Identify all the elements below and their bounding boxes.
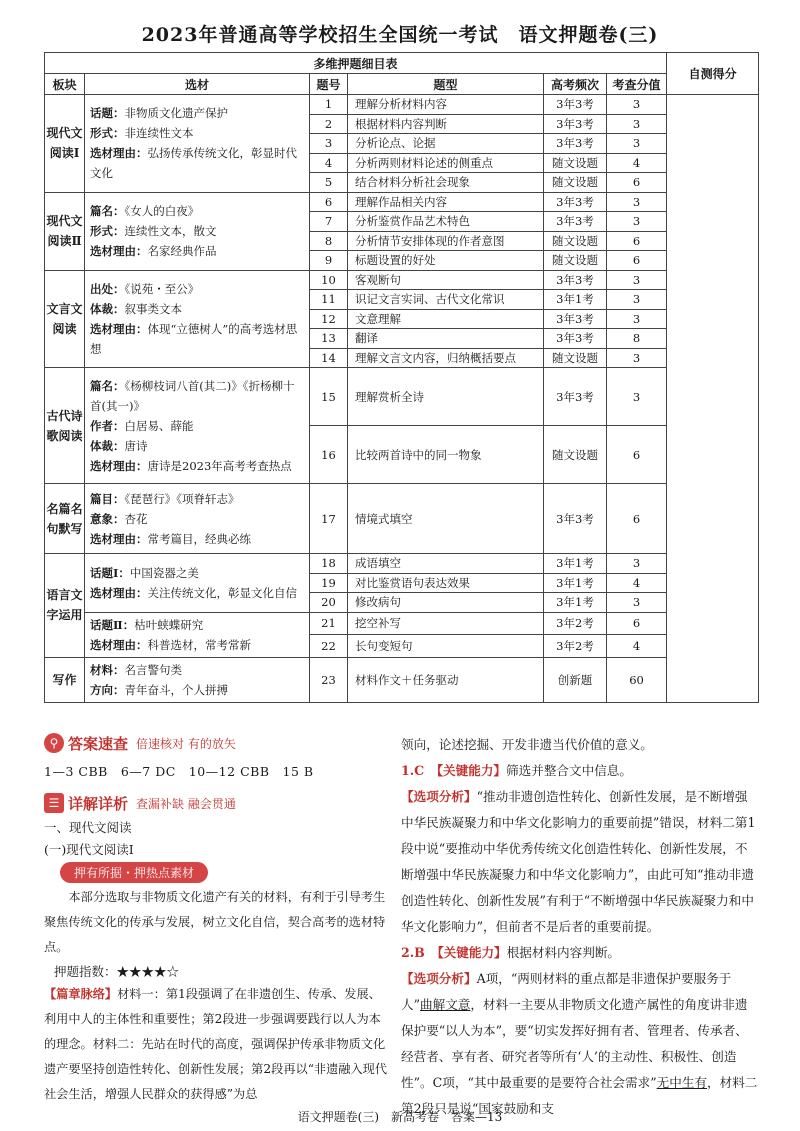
exam-frequency: 3年3考 [544,484,607,554]
table-row [45,192,759,212]
score-value: 3 [607,368,667,426]
exam-frequency: 3年1考 [544,290,607,310]
material-key: 材料： [90,662,125,677]
question-type: 标题设置的好处 [348,251,544,271]
table-caption: 多维押题细目表 [45,53,667,74]
table-row [45,95,759,115]
question-number: 16 [310,426,348,484]
exam-frequency: 3年3考 [544,212,607,232]
exam-detail-table [44,52,759,703]
answer-list: 1—3 CBB 6—7 DC 10—12 CBB 15 B [44,764,314,779]
material-line [90,456,304,476]
header-number: 题号 [310,74,348,95]
material-key: 话题Ⅰ： [90,565,130,580]
table-row [45,368,759,426]
q2-skill-text: 根据材料内容判断。 [506,945,620,960]
score-value: 4 [607,153,667,173]
prediction-index [54,962,389,980]
material-key: 选材理由： [90,637,148,652]
question-type: 分析情节安排体现的作者意图 [348,231,544,251]
q2-option-text-a: A项，“两则材料的重点都是非遗保护要服务于人” [401,971,732,1012]
material-value: 名言警句类 [124,662,182,677]
continued-text: 领向，论述挖掘、开发非遗当代价值的意义。 [401,737,653,752]
material-key: 形式： [90,126,125,141]
material-value: 《女人的白夜》 [124,204,200,218]
outline-text: 材料一：第1段强调了在非遗创生、传承、发展、利用中人的主体性和重要性；第2段进一步强调要践行以人为本的理念。材料二：先站在时代的高度，强调保护传承非物质文化遗产要坚持创造性转化、创新性发展；第2段再以“非遗融入现代社会生活，增强人民群众的获得感”为总 [44,987,388,1101]
document-icon: ☰ [44,793,64,813]
outline-paragraph [44,982,389,1107]
score-value: 6 [607,426,667,484]
score-value: 3 [607,309,667,329]
exam-frequency: 3年2考 [544,635,607,658]
material-key: 方向： [90,682,125,697]
score-value: 3 [607,114,667,134]
intro-paragraph: 本部分选取与非物质文化遗产有关的材料，有利于引导考生聚焦传统文化的传承与发展，树立文化自信，契合高考的选材特点。 [44,890,386,954]
material-value: 《琵琶行》《项脊轩志》 [124,491,240,506]
material-line [90,489,304,509]
self-score-cell[interactable] [667,95,759,703]
material-cell [85,192,310,270]
material-value: 体现“立德树人”的高考选材思想 [90,321,298,356]
score-value: 3 [607,348,667,368]
material-value: 名家经典作品 [147,244,217,258]
question-number: 17 [310,484,348,554]
material-line [90,319,304,359]
material-key: 话题Ⅱ： [90,617,135,632]
question-type: 理解赏析全诗 [348,368,544,426]
section-name: 现代文阅读Ⅰ [45,95,85,193]
material-line [90,279,304,299]
page-footer: 语文押题卷(三) 新高考卷 答案—13 [297,1110,503,1124]
question-type: 结合材料分析社会现象 [348,173,544,193]
exam-frequency: 3年3考 [544,368,607,426]
table-row [45,484,759,554]
question-type: 材料作文＋任务驱动 [348,657,544,702]
material-line [90,416,304,436]
material-line [90,241,304,261]
q1-option-text: “推动非遗创造性转化、创新性发展，是不断增强中华民族凝聚力和中华文化影响力的重要前提”错误，材料二第1段中说“要推动中华优秀传统文化创造性转化、创新性发展，不断增强中华民族凝聚力和中华文化影响力”，由此可知“推动非遗创造性转化、创新性发展”有利于“不断增强中华民族凝聚力和中华文化影响力”，但前者不是后者的重要前提。 [401,789,756,934]
material-key: 篇名： [90,204,125,218]
q1-head-line [401,758,758,784]
exam-frequency: 3年3考 [544,192,607,212]
table-row [45,554,759,574]
material-key: 篇目： [90,491,125,506]
q2-head-line [401,940,758,966]
question-number: 14 [310,348,348,368]
score-value: 3 [607,95,667,115]
material-value: 枯叶蛱蝶研究 [134,617,204,632]
material-cell [85,270,310,368]
score-value: 6 [607,484,667,554]
table-row [45,612,759,635]
table-row [45,270,759,290]
material-line [90,103,304,123]
exam-frequency: 随文设题 [544,173,607,193]
material-cell [85,554,310,613]
material-key: 选材理由： [90,321,148,336]
question-type: 长句变短句 [348,635,544,658]
question-number: 3 [310,134,348,154]
exam-frequency: 3年3考 [544,309,607,329]
exam-frequency: 3年1考 [544,573,607,593]
q2-option-text-b: ，材料一主要从非物质文化遗产属性的角度讲非遗保护要“以人为本”，要“切实发挥好拥有者、管理者、传承者、经营者、享有者、研究者等所有‘人’的主动性、积极性、创造性”。C项，“其中最重要的是要符合社会需求” [401,997,748,1090]
material-value: 弘扬传承传统文化，彰显时代文化 [90,146,297,181]
q1-analysis [401,784,758,940]
score-value: 6 [607,173,667,193]
material-line [90,299,304,319]
score-value: 6 [607,612,667,635]
material-value: 杏花 [124,511,148,526]
question-number: 4 [310,153,348,173]
question-number: 22 [310,635,348,658]
material-cell [85,368,310,484]
question-number: 13 [310,329,348,349]
header-type: 题型 [348,74,544,95]
material-line [90,615,304,635]
question-number: 11 [310,290,348,310]
exam-frequency: 创新题 [544,657,607,702]
material-value: 中国瓷器之美 [129,565,199,580]
question-type: 成语填空 [348,554,544,574]
header-score: 考查分值 [607,74,667,95]
q1-answer: 1.C [401,763,425,778]
exam-frequency: 随文设题 [544,251,607,271]
question-type: 根据材料内容判断 [348,114,544,134]
question-number: 1 [310,95,348,115]
table-row [45,657,759,702]
question-number: 21 [310,612,348,635]
question-number: 10 [310,270,348,290]
self-score-header: 自测得分 [667,53,759,95]
left-column [44,732,389,1107]
score-value: 8 [607,329,667,349]
question-number: 12 [310,309,348,329]
section-name: 现代文阅读Ⅱ [45,192,85,270]
q1-skill-text: 筛选并整合文中信息。 [506,763,632,778]
question-number: 8 [310,231,348,251]
answer-check-subtitle: 倍速核对 有的放矢 [136,736,236,751]
q2-skill-label: 【关键能力】 [437,945,507,960]
question-type: 比较两首诗中的同一物象 [348,426,544,484]
material-key: 选材理由： [90,244,148,258]
exam-frequency: 3年2考 [544,612,607,635]
material-line [90,201,304,221]
score-value: 6 [607,231,667,251]
question-type: 对比鉴赏语句表达效果 [348,573,544,593]
material-value: 唐诗 [124,438,148,453]
material-value: 叙事类文本 [124,301,182,316]
question-type: 理解作品相关内容 [348,192,544,212]
material-line [90,563,304,583]
q2-analysis [401,966,758,1122]
material-value: 连续性文本，散文 [124,224,217,238]
part-heading: 一、现代文阅读 [44,820,132,835]
exam-frequency: 随文设题 [544,231,607,251]
analysis-band [44,792,389,814]
question-type: 分析论点、论据 [348,134,544,154]
material-key: 选材理由： [90,531,148,546]
question-type: 分析鉴赏作品艺术特色 [348,212,544,232]
material-line [90,123,304,143]
score-value: 4 [607,635,667,658]
material-line [90,436,304,456]
material-line [90,680,304,700]
score-value: 3 [607,593,667,613]
sub-part-heading: (一)现代文阅读Ⅰ [44,842,134,857]
material-line [90,660,304,680]
question-type: 客观断句 [348,270,544,290]
question-type: 情境式填空 [348,484,544,554]
material-line [90,509,304,529]
section-name: 语言文字运用 [45,554,85,658]
material-key: 选材理由： [90,458,148,473]
exam-frequency: 随文设题 [544,426,607,484]
score-value: 60 [607,657,667,702]
score-value: 4 [607,573,667,593]
question-number: 2 [310,114,348,134]
material-value: 白居易、薛能 [124,418,194,433]
exam-frequency: 3年3考 [544,134,607,154]
material-value: 唐诗是2023年高考考查热点 [147,458,292,473]
answer-check-band [44,732,389,754]
material-key: 体裁： [90,438,125,453]
q1-option-label: 【选项分析】 [401,789,477,804]
material-line [90,583,304,603]
header-material: 选材 [85,74,310,95]
stars-label: 押题指数： [54,964,117,979]
question-type: 理解分析材料内容 [348,95,544,115]
material-cell [85,657,310,702]
score-value: 3 [607,290,667,310]
exam-frequency: 3年3考 [544,270,607,290]
question-number: 19 [310,573,348,593]
material-key: 篇名： [90,378,125,393]
exam-frequency: 随文设题 [544,348,607,368]
score-value: 3 [607,270,667,290]
answer-section [44,732,758,1116]
material-value: 青年奋斗，个人拼搏 [124,682,228,697]
q1-skill-label: 【关键能力】 [436,763,507,778]
exam-frequency: 3年3考 [544,329,607,349]
question-number: 9 [310,251,348,271]
hot-topic-pill: 押有所据・押热点素材 [60,862,208,883]
question-number: 7 [310,212,348,232]
question-type: 分析两则材料论述的侧重点 [348,153,544,173]
score-value: 3 [607,554,667,574]
question-type: 识记文言实词、古代文化常识 [348,290,544,310]
right-column [401,732,758,1122]
question-number: 15 [310,368,348,426]
analysis-title: 详解详析 [68,794,129,813]
material-key: 意象： [90,511,125,526]
section-name: 文言文阅读 [45,270,85,368]
material-cell [85,95,310,193]
question-number: 5 [310,173,348,193]
material-value: 科普选材，常考常新 [147,637,251,652]
question-type: 文意理解 [348,309,544,329]
material-line [90,635,304,655]
search-icon: ⚲ [44,733,64,753]
outline-label: 【篇章脉络】 [44,987,118,1001]
material-key: 体裁： [90,301,125,316]
material-value: 《杨柳枝词八首(其二)》《折杨柳十首(其一)》 [90,378,295,413]
material-value: 常考篇目，经典必练 [147,531,251,546]
question-number: 23 [310,657,348,702]
score-value: 3 [607,192,667,212]
material-line [90,529,304,549]
material-value: 非物质文化遗产保护 [124,106,228,121]
score-value: 3 [607,212,667,232]
material-key: 出处： [90,281,125,296]
section-name: 写作 [45,657,85,702]
question-type: 理解文言文内容，归纳概括要点 [348,348,544,368]
star-rating: ★★★★☆ [116,964,180,979]
material-line [90,221,304,241]
analysis-subtitle: 查漏补缺 融会贯通 [136,796,236,811]
question-number: 6 [310,192,348,212]
question-type: 修改病句 [348,593,544,613]
q2-error-tag-2: 无中生有 [656,1075,708,1090]
material-line [90,376,304,416]
section-name: 名篇名句默写 [45,484,85,554]
q2-answer: 2.B [401,945,425,960]
section-name: 古代诗歌阅读 [45,368,85,484]
exam-frequency: 随文设题 [544,153,607,173]
question-number: 18 [310,554,348,574]
material-line [90,143,304,183]
exam-frequency: 3年1考 [544,554,607,574]
material-value: 《说苑・至公》 [124,281,200,296]
material-value: 非连续性文本 [124,126,194,141]
score-value: 3 [607,134,667,154]
q2-option-text-c: ，材料二第2段只是说“国家鼓励和支 [401,1075,758,1116]
material-value: 关注传统文化，彰显文化自信 [147,585,297,600]
answer-check-title: 答案速查 [68,734,129,753]
material-key: 选材理由： [90,585,148,600]
material-cell [85,612,310,657]
material-cell [85,484,310,554]
exam-frequency: 3年3考 [544,114,607,134]
exam-frequency: 3年1考 [544,593,607,613]
q2-error-tag-1: 曲解文意 [420,997,471,1012]
material-key: 选材理由： [90,146,148,161]
score-value: 6 [607,251,667,271]
header-section: 板块 [45,74,85,95]
page-title: 2023年普通高等学校招生全国统一考试 语文押题卷(三) [141,24,659,46]
question-type: 挖空补写 [348,612,544,635]
header-freq: 高考频次 [544,74,607,95]
material-key: 话题： [90,106,125,121]
material-key: 作者： [90,418,125,433]
question-type: 翻译 [348,329,544,349]
material-key: 形式： [90,224,125,238]
exam-frequency: 3年3考 [544,95,607,115]
q2-option-label: 【选项分析】 [401,971,477,986]
question-number: 20 [310,593,348,613]
